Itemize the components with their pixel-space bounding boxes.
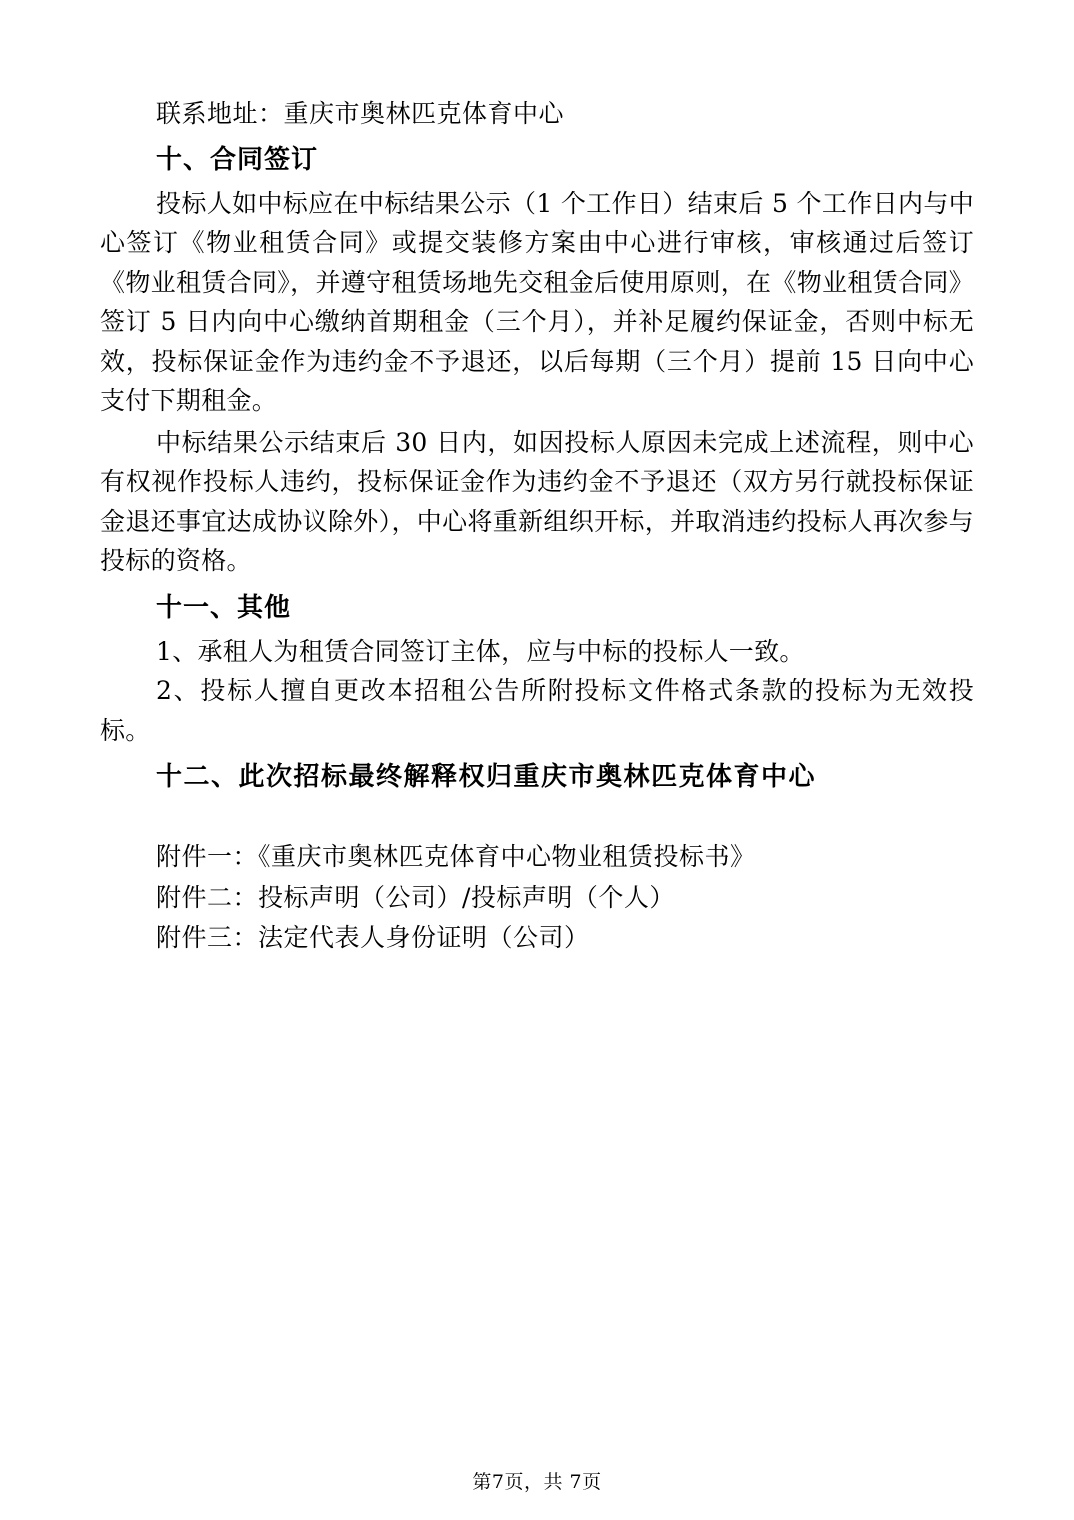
page-footer: 第7页，共 7页	[472, 1471, 602, 1493]
attachment-item-2: 附件二：投标声明（公司）/投标声明（个人）	[156, 882, 675, 912]
section-heading-final-interpretation: 十二、此次招标最终解释权归重庆市奥林匹克体育中心	[156, 762, 817, 792]
attachment-list	[100, 837, 974, 959]
paragraph-other-2: 2、投标人擅自更改本招租公告所附投标文件格式条款的投标为无效投标。	[100, 676, 974, 745]
paragraph-contract-signing-2: 中标结果公示结束后 30 日内，如因投标人原因未完成上述流程，则中心有权视作投标人违约，投标保证金作为违约金不予退还（双方另行就投标保证金退还事宜达成协议除外），中心将重新组织开标，并取消违约投标人再次参与投标的资格。	[100, 427, 974, 575]
section-heading-other: 十一、其他	[156, 592, 292, 623]
contact-address-line: 联系地址：重庆市奥林匹克体育中心	[156, 99, 565, 128]
document-body	[100, 95, 974, 959]
attachment-item-1: 附件一：《重庆市奥林匹克体育中心物业租赁投标书》	[156, 842, 756, 871]
attachment-item-3: 附件三：法定代表人身份证明（公司）	[156, 923, 590, 952]
paragraph-contract-signing-1: 投标人如中标应在中标结果公示（1 个工作日）结束后 5 个工作日内与中心签订《物业租赁合同》或提交装修方案由中心进行审核，审核通过后签订《物业租赁合同》，并遵守租赁场地先交租金后使用原则，在《物业租赁合同》签订 5 日内向中心缴纳首期租金（三个月），并补足履约保证金，否则中标无效，投标保证金作为违约金不予退还，以后每期（三个月）提前 15 日向中心支付下期租金。	[100, 188, 974, 415]
paragraph-other-1: 1、承租人为租赁合同签订主体，应与中标的投标人一致。	[156, 636, 805, 666]
section-heading-contract-signing: 十、合同签订	[156, 144, 319, 175]
